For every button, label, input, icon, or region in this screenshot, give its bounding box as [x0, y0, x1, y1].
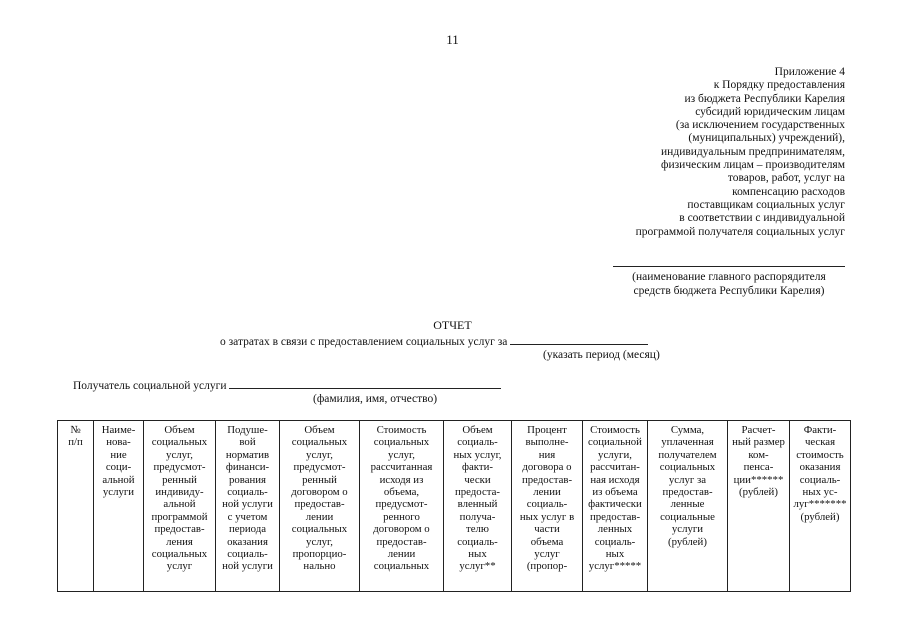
column-header: Факти- ческая стоимость оказания социаль- ных ус- луг******* (рублей) — [790, 421, 851, 592]
appendix-line: (за исключением государственных — [675, 119, 845, 132]
manager-caption-line: средств бюджета Республики Карелия) — [633, 284, 825, 297]
appendix-line: программой получателя социальных услуг — [635, 225, 845, 238]
appendix-line: физическим лицам – производителям — [661, 159, 845, 172]
column-header: Объем социаль- ных услуг, факти- чески предоста- вленный получа- телю социаль- ных услуг** — [444, 421, 512, 592]
column-header: Процент выполне- ния договора о предостав- лении социаль- ных услуг в части объема услуг (пропор- — [512, 421, 583, 592]
appendix-line: в соответствии с индивидуальной — [679, 212, 845, 225]
appendix-line: индивидуальным предпринимателям, — [661, 145, 845, 158]
appendix-line: Приложение 4 — [774, 66, 845, 78]
column-header: Объем социальных услуг, предусмот- ренный индивиду- альной программой предостав- ления социальных услуг — [144, 421, 216, 592]
appendix-block — [545, 66, 845, 239]
column-header: Наиме- нова- ние соци- альной услуги — [94, 421, 144, 592]
column-header: № п/п — [58, 421, 94, 592]
report-title: ОТЧЕТ — [433, 318, 472, 332]
table-header-row — [58, 421, 851, 592]
appendix-line: из бюджета Республики Карелия — [684, 92, 845, 105]
column-header: Подуше- вой норматив финанси- рования социаль- ной услуги с учетом периода оказания социаль- ной услуги — [216, 421, 280, 592]
appendix-line: компенсацию расходов — [732, 185, 845, 198]
report-subtitle-text: о затратах в связи с предоставлением социальных услуг за — [220, 336, 508, 348]
appendix-line: субсидий юридическим лицам — [695, 105, 845, 118]
report-subtitle — [220, 334, 648, 348]
manager-caption — [613, 266, 845, 298]
appendix-line: поставщикам социальных услуг — [687, 198, 845, 211]
recipient-line — [73, 378, 501, 392]
appendix-line: (муниципальных) учреждений), — [688, 132, 845, 145]
manager-caption-line: (наименование главного распорядителя — [632, 271, 826, 283]
fio-hint: (фамилия, имя, отчество) — [313, 393, 438, 405]
period-field[interactable] — [510, 334, 648, 345]
recipient-label: Получатель социальной услуги — [73, 380, 227, 392]
appendix-line: товаров, работ, услуг на — [727, 172, 845, 185]
column-header: Стоимость социальной услуги, рассчитан- ная исходя из объема фактически предостав- ленных социаль- ных услуг***** — [583, 421, 648, 592]
page-number: 11 — [446, 32, 459, 47]
report-table — [57, 420, 851, 592]
period-hint: (указать период (месяц) — [543, 349, 660, 361]
column-header: Расчет- ный размер ком- пенса- ции****** (рублей) — [728, 421, 790, 592]
column-header: Сумма, уплаченная получателем социальных услуг за предостав- ленные социальные услуги (рублей) — [648, 421, 728, 592]
column-header: Стоимость социальных услуг, рассчитанная исходя из объема, предусмот- ренного договором о предостав- лении социальных — [360, 421, 444, 592]
appendix-line: к Порядку предоставления — [713, 79, 845, 92]
column-header: Объем социальных услуг, предусмот- ренный договором о предостав- лении социальных услуг, пропорцио- нально — [280, 421, 360, 592]
recipient-name-field[interactable] — [229, 378, 501, 389]
